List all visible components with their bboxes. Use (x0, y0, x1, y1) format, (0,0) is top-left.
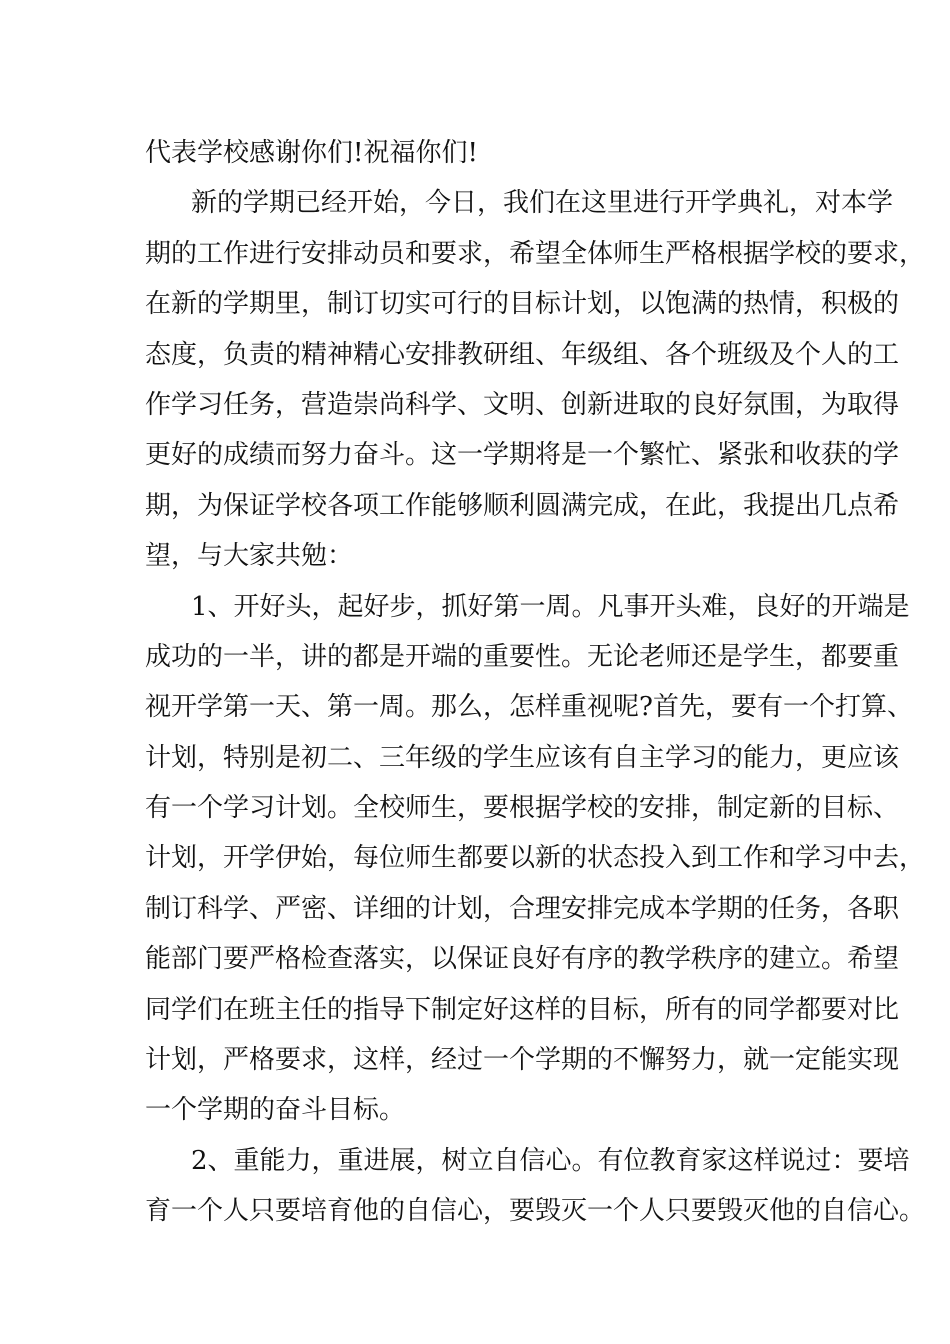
text-line: 作学习任务，营造崇尚科学、文明、创新进取的良好氛围，为取得 (145, 389, 900, 420)
text-line: 计划，严格要求，这样，经过一个学期的不懈努力，就一定能实现 (145, 1045, 900, 1076)
text-line: 有一个学习计划。全校师生，要根据学校的安排，制定新的目标、 (145, 793, 900, 824)
text-line: 期，为保证学校各项工作能够顺利圆满完成，在此，我提出几点希 (145, 490, 900, 521)
text-line: 更好的成绩而努力奋斗。这一学期将是一个繁忙、紧张和收获的学 (145, 440, 900, 471)
text-line: 在新的学期里，制订切实可行的目标计划，以饱满的热情，积极的 (145, 289, 900, 320)
text-line: 1、开好头，起好步，抓好第一周。凡事开头难，良好的开端是 (191, 591, 910, 622)
text-line: 计划，开学伊始，每位师生都要以新的状态投入到工作和学习中去， (145, 843, 926, 874)
text-line: 制订科学、严密、详细的计划，合理安排完成本学期的任务，各职 (145, 893, 900, 924)
text-line: 新的学期已经开始，今日，我们在这里进行开学典礼，对本学 (191, 188, 894, 219)
document-body (145, 128, 926, 1237)
text-line: 育一个人只要培育他的自信心，要毁灭一个人只要毁灭他的自信心。 (145, 1196, 926, 1227)
text-line: 能部门要严格检查落实，以保证良好有序的教学秩序的建立。希望 (145, 944, 900, 975)
text-line: 计划，特别是初二、三年级的学生应该有自主学习的能力，更应该 (145, 742, 900, 773)
text-line: 同学们在班主任的指导下制定好这样的目标，所有的同学都要对比 (145, 994, 900, 1025)
text-line: 态度，负责的精神精心安排教研组、年级组、各个班级及个人的工 (145, 339, 900, 370)
text-line: 望，与大家共勉： (145, 541, 354, 572)
text-line: 成功的一半，讲的都是开端的重要性。无论老师还是学生，都要重 (145, 641, 900, 672)
text-line: 2、重能力，重进展，树立自信心。有位教育家这样说过：要培 (191, 1145, 910, 1176)
text-line: 一个学期的奋斗目标。 (145, 1095, 406, 1126)
text-line: 视开学第一天、第一周。那么，怎样重视呢?首先，要有一个打算、 (145, 692, 913, 723)
text-line: 代表学校感谢你们!祝福你们! (145, 138, 478, 168)
text-line: 期的工作进行安排动员和要求，希望全体师生严格根据学校的要求， (145, 238, 926, 269)
